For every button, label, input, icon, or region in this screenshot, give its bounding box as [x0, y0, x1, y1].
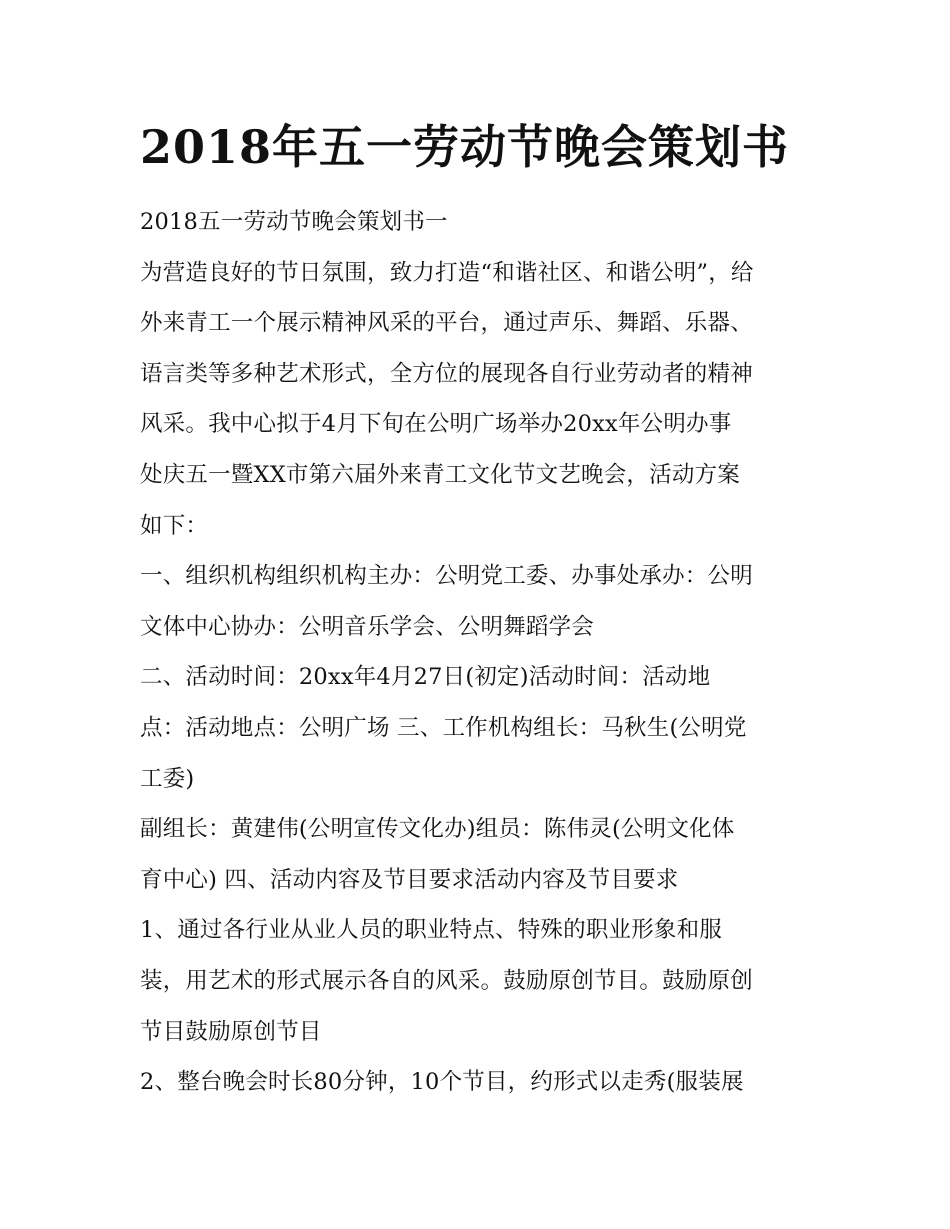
- body-line: 装，用艺术的形式展示各自的风采。鼓励原创节目。鼓励原创: [140, 967, 753, 994]
- body-line: 节目鼓励原创节目: [140, 1018, 322, 1045]
- body-line: 风采。我中心拟于4月下旬在公明广场举办20xx年公明办事: [140, 411, 732, 438]
- body-line: 文体中心协办：公明音乐学会、公明舞蹈学会: [140, 613, 595, 640]
- section-heading-time: 二、活动时间：20xx年4月27日(初定)活动时间：活动地: [140, 664, 711, 691]
- body-line: 外来青工一个展示精神风采的平台，通过声乐、舞蹈、乐器、: [140, 310, 753, 337]
- body-line: 如下：: [140, 512, 209, 539]
- body-line: 工委): [140, 765, 195, 792]
- document-body: [140, 197, 820, 1108]
- body-line: 处庆五一暨XX市第六届外来青工文化节文艺晚会，活动方案: [140, 461, 740, 488]
- body-line: 副组长：黄建伟(公明宣传文化办)组员：陈伟灵(公明文化体: [140, 816, 735, 843]
- body-line: 为营造良好的节日氛围，致力打造“和谐社区、和谐公明”，给: [140, 259, 754, 286]
- body-line: 育中心) 四、活动内容及节目要求活动内容及节目要求: [140, 866, 679, 893]
- section-heading-organization: 一、组织机构组织机构主办：公明党工委、办事处承办：公明: [140, 563, 753, 590]
- list-item-2: 2、整台晚会时长80分钟，10个节目，约形式以走秀(服装展: [140, 1069, 744, 1096]
- body-line: 语言类等多种艺术形式，全方位的展现各自行业劳动者的精神: [140, 360, 753, 387]
- body-line: 点：活动地点：公明广场 三、工作机构组长：马秋生(公明党: [140, 714, 747, 741]
- body-line-subtitle: 2018五一劳动节晚会策划书一: [140, 209, 448, 235]
- document-title: 2018年五一劳动节晚会策划书: [140, 120, 790, 174]
- list-item-1: 1、通过各行业从业人员的职业特点、特殊的职业形象和服: [140, 917, 723, 944]
